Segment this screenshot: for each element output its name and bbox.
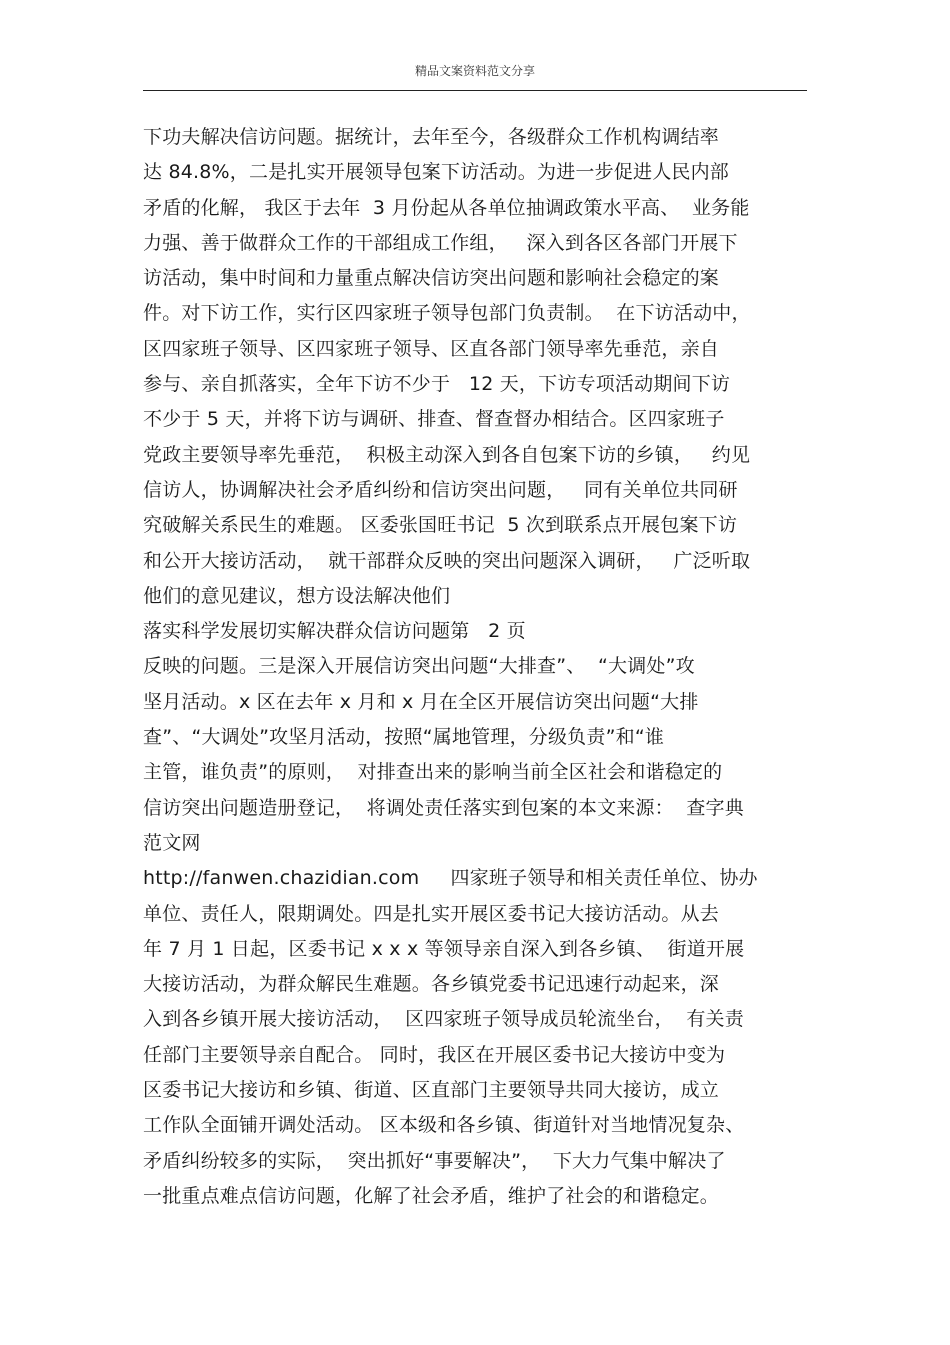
body-line: 矛盾的化解， 我区于去年 3 月份起从各单位抽调政策水平高、 业务能 bbox=[143, 196, 750, 219]
body-line: 访活动，集中时间和力量重点解决信访突出问题和影响社会稳定的案 bbox=[143, 267, 720, 290]
body-line: 入到各乡镇开展大接访活动， 区四家班子领导成员轮流坐台， 有关责 bbox=[143, 1008, 744, 1031]
body-line: 查”、“大调处”攻坚月活动，按照“属地管理，分级负责”和“谁 bbox=[143, 726, 665, 749]
body-line: 和公开大接访活动， 就干部群众反映的突出问题深入调研， 广泛听取 bbox=[143, 549, 751, 572]
body-line: 究破解关系民生的难题。 区委张国旺书记 5 次到联系点开展包案下访 bbox=[143, 514, 738, 537]
body-line: 坚月活动。x 区在去年 x 月和 x 月在全区开展信访突出问题“大排 bbox=[143, 690, 699, 713]
page-footer-line: 落实科学发展切实解决群众信访问题第 2 页 bbox=[143, 620, 526, 643]
body-line: 范文网 bbox=[143, 831, 201, 854]
body-line: 不少于 5 天，并将下访与调研、排查、督查督办相结合。区四家班子 bbox=[143, 408, 725, 431]
body-line: 信访人，协调解决社会矛盾纠纷和信访突出问题， 同有关单位共同研 bbox=[143, 478, 738, 501]
body-line: 年 7 月 1 日起，区委书记 x x x 等领导亲自深入到各乡镇、 街道开展 bbox=[143, 937, 745, 960]
header-divider bbox=[143, 90, 807, 91]
source-url-line: http://fanwen.chazidian.com 四家班子领导和相关责任单位、协办 bbox=[143, 867, 758, 890]
body-line: 件。对下访工作，实行区四家班子领导包部门负责制。 在下访活动中， bbox=[143, 302, 751, 325]
body-line: 主管，谁负责”的原则， 对排查出来的影响当前全区社会和谐稳定的 bbox=[143, 761, 723, 784]
page-header: 精品文案资料范文分享 bbox=[414, 64, 535, 78]
body-line: 力强、善于做群众工作的干部组成工作组， 深入到各区各部门开展下 bbox=[143, 231, 738, 254]
body-line: 区委书记大接访和乡镇、街道、区直部门主要领导共同大接访，成立 bbox=[143, 1079, 720, 1102]
body-line: 参与、亲自抓落实，全年下访不少于 12 天，下访专项活动期间下访 bbox=[143, 373, 731, 396]
body-line: 矛盾纠纷较多的实际， 突出抓好“事要解决”， 下大力气集中解决了 bbox=[143, 1149, 726, 1172]
body-line: 一批重点难点信访问题，化解了社会矛盾，维护了社会的和谐稳定。 bbox=[143, 1184, 720, 1207]
body-line: 他们的意见建议，想方设法解决他们 bbox=[143, 584, 451, 607]
body-line: 信访突出问题造册登记， 将调处责任落实到包案的本文来源： 查字典 bbox=[143, 796, 744, 819]
body-line: 工作队全面铺开调处活动。 区本级和各乡镇、街道针对当地情况复杂、 bbox=[143, 1114, 745, 1137]
document-body bbox=[143, 120, 813, 1214]
body-line: 下功夫解决信访问题。据统计，去年至今，各级群众工作机构调结率 bbox=[143, 126, 720, 148]
body-line: 任部门主要领导亲自配合。 同时，我区在开展区委书记大接访中变为 bbox=[143, 1043, 726, 1066]
body-line: 反映的问题。三是深入开展信访突出问题“大排查”、 “大调处”攻 bbox=[143, 655, 695, 678]
body-line: 大接访活动，为群众解民生难题。各乡镇党委书记迅速行动起来，深 bbox=[143, 973, 720, 996]
body-line: 区四家班子领导、区四家班子领导、区直各部门领导率先垂范，亲自 bbox=[143, 337, 720, 360]
body-line: 达 84.8%，二是扎实开展领导包案下访活动。为进一步促进人民内部 bbox=[143, 161, 729, 184]
body-line: 单位、责任人，限期调处。四是扎实开展区委书记大接访活动。从去 bbox=[143, 902, 720, 925]
body-line: 党政主要领导率先垂范， 积极主动深入到各自包案下访的乡镇， 约见 bbox=[143, 443, 751, 466]
